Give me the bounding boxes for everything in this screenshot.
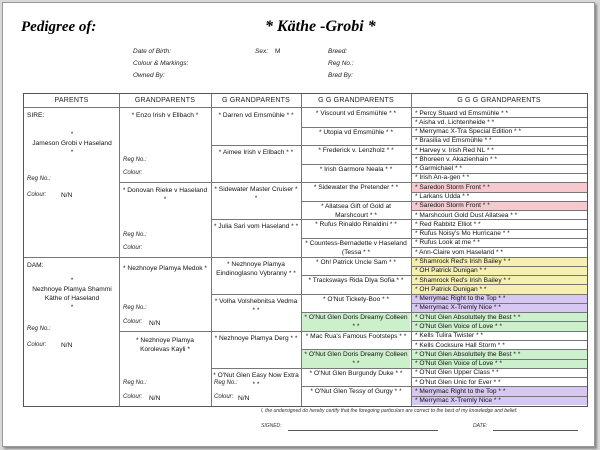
ggg-grandparent-name: * Larkans Udda * *	[415, 193, 470, 201]
col-head-gg-grandparents: G G GRANDPARENTS	[318, 97, 394, 104]
col-head-parents: PARENTS	[54, 97, 89, 104]
sire-name: * Jameson Grobi v Haseland *	[32, 131, 112, 156]
gg-grandparent-name: * O'Nut Glen Doris Dreamy Colleen * *	[304, 351, 408, 368]
ggg-grandparent-name: * O'Nut Glen Voice of Love * *	[415, 322, 503, 330]
ggg-grandparent-name: * Shamrock Red's Irish Bailey * *	[415, 276, 511, 284]
bred-by-label: Bred By:	[328, 72, 353, 79]
certification-text: I, the undersigned do hereby certify that the foregoing particulars are correct to the best of my knowledge and belief.	[261, 408, 518, 414]
gp-colour-value: N/N	[149, 320, 161, 327]
sex-value: M	[275, 48, 281, 55]
gp-colour-value: N/N	[149, 395, 161, 402]
gg-grandparent-name: * Allatsea Gift of Gold at Marshcourt * *	[320, 202, 391, 219]
gp-colour-label: Colour:	[123, 245, 143, 251]
breed-label: Breed:	[328, 48, 348, 55]
gg-grandparent-name: * O'Nut Glen Doris Dreamy Colleen * *	[304, 314, 408, 331]
gg-grandparent-name: * Countess-Bernadette v Haseland (Tessa * *	[305, 239, 407, 256]
ggg-grandparent-name: * O'Nut Glen Unic for Ever * *	[415, 378, 501, 386]
ggp-colour-value: N/N	[238, 395, 250, 402]
ggg-grandparent-name: * Rufus Look at me * *	[415, 239, 480, 247]
ggg-grandparent-name: * Kells Cocksure Hall Storm * *	[415, 341, 505, 349]
ggg-grandparent-name: * Saredon Storm Front * *	[415, 183, 490, 191]
gp-colour-label: Colour:	[123, 319, 143, 325]
ggg-grandparent-name: * Garmichael * *	[415, 165, 462, 173]
pedigree-grid	[23, 93, 588, 407]
gp-reg-no-label: Reg No.:	[123, 380, 147, 386]
ggg-grandparent-name: * Brasilia vd Emsmühle * *	[415, 137, 492, 145]
g-grandparent-name: * Darren vd Emsmühle * *	[218, 112, 294, 119]
gg-grandparent-name: * Frederick v. Lenzholz * *	[318, 147, 394, 155]
ggg-grandparent-name: * Bhoreen v. Akazienhain * *	[415, 155, 497, 163]
ggg-grandparent-name: * OH Patrick Dunigan * *	[415, 267, 487, 275]
gg-grandparent-name: * O'Nut Glen Burgundy Duke * *	[309, 369, 403, 377]
gg-grandparent-name: * Oh! Patrick Uncle Sam * *	[316, 258, 396, 266]
ggg-grandparent-name: * Merrymac X-Tremly Nice * *	[415, 304, 501, 312]
ggg-grandparent-name: * Irish An-a-gen * *	[415, 174, 470, 182]
ggg-grandparent-name: * O'Nut Glen Absoluttely the Best * *	[415, 350, 521, 358]
gg-grandparent-name: * Rufus Rinaldo Rinaldini * *	[315, 221, 397, 229]
ggg-grandparent-name: * O'Nut Glen Upper Class * *	[415, 369, 499, 377]
gg-grandparent-name: * O'Nut Glen Tessy of Gurgy * *	[310, 388, 402, 396]
sire-colour-value: N/N	[61, 192, 73, 199]
pedigree-sheet	[2, 2, 595, 447]
ggg-grandparent-name: * Harvey v. Irish Red NL * *	[415, 146, 494, 154]
signature-line[interactable]	[288, 430, 438, 431]
ggg-grandparent-name: * Saredon Storm Front * *	[415, 202, 490, 210]
col-head-ggg-grandparents: G G G GRANDPARENTS	[457, 97, 541, 104]
header-reg-no-label: Reg No.:	[328, 60, 354, 67]
dam-name: * Nezhnoye Plamya Shammi Käthe of Haseland *	[32, 277, 112, 311]
colour-markings-label: Colour & Markings:	[133, 60, 189, 67]
gp-reg-no-label: Reg No.:	[123, 305, 147, 311]
signed-label: SIGNED:	[261, 423, 282, 429]
gp-reg-no-label: Reg No.:	[123, 157, 147, 163]
date-of-birth-label: Date of Birth:	[133, 48, 171, 55]
sire-label: SIRE:	[27, 112, 45, 119]
ggg-grandparent-name: * Red Rabbitz Elliot * *	[415, 220, 481, 228]
col-head-g-grandparents: G GRANDPARENTS	[221, 97, 290, 104]
ggg-grandparent-name: * Merrymac X-Tremly Nice * *	[415, 397, 501, 405]
g-grandparent-name: * Volha Volshebnitsa Vedma * *	[214, 297, 298, 314]
ggg-grandparent-name: * Kells Tulira Twister * *	[415, 332, 484, 340]
gg-grandparent-name: * Sidewater the Pretender * *	[313, 184, 399, 192]
grandparent-dam-dam: * Nezhnoye Plamya Korolevas Kayli *	[136, 337, 194, 353]
gp-colour-label: Colour:	[123, 394, 143, 400]
sire-colour-label: Colour:	[27, 192, 47, 198]
col-head-grandparents: GRANDPARENTS	[134, 97, 196, 104]
g-grandparent-name: * Nezhnoye Plamya Eindinoglasno Vybranny * *	[216, 260, 296, 277]
ggg-grandparent-name: * Percy Stuard vd Emsmühle * *	[415, 109, 509, 117]
g-grandparent-name: * Julia Sari vom Haseland * *	[213, 223, 299, 231]
gg-grandparent-name: * Irish Garmore Neala * *	[319, 165, 393, 173]
ggg-grandparent-name: * Marshcourt Gold Dust Allatsea * *	[415, 211, 518, 219]
ggg-grandparent-name: * Ann-Claire vom Haseland * *	[415, 248, 503, 256]
grandparent-dam-sire: * Nezhnoye Plamya Medok *	[123, 265, 207, 272]
ggp-colour-label: Colour:	[214, 394, 234, 400]
grandparent-sire-sire: * Enzo Irish v Ellbach *	[131, 112, 199, 119]
dam-colour-label: Colour:	[27, 342, 47, 348]
gg-grandparent-name: * Mac Rua's Famous Footsteps * *	[305, 332, 407, 340]
grandparent-sire-dam: * Donovan Rieke v Haseland *	[122, 187, 208, 203]
dam-colour-value: N/N	[61, 342, 73, 349]
ggg-grandparent-name: * O'Nut Glen Voice of Love * *	[415, 360, 503, 368]
ggp-reg-no-label: Reg No.:	[214, 380, 238, 386]
g-grandparent-name: * O'Nut Glen Easy Now Extra * *	[213, 371, 299, 388]
gp-reg-no-label: Reg No.:	[123, 232, 147, 238]
ggg-grandparent-name: * Rufus Noisy's Mo Hurricane * *	[415, 230, 510, 238]
ggg-grandparent-name: * Merrymac Right to the Top * *	[415, 295, 506, 303]
page-title: Pedigree of:	[21, 19, 97, 35]
ggg-grandparent-name: * OH Patrick Dunigan * *	[415, 285, 487, 293]
date-label: DATE:	[473, 423, 488, 429]
sex-label: Sex:	[255, 48, 269, 55]
dam-reg-no-label: Reg No.:	[27, 326, 51, 332]
ggg-grandparent-name: * Shamrock Red's Irish Bailey * *	[415, 258, 511, 265]
g-grandparent-name: * Nezhnoye Plamya Derg * *	[214, 334, 298, 342]
ggg-grandparent-name: * Merrymac X-Tra Special Edition * *	[415, 128, 522, 136]
ggg-grandparent-name: * O'Nut Glen Absoluttely the Best * *	[415, 313, 521, 321]
gg-grandparent-name: * Utopia vd Emsmühle * *	[318, 128, 394, 136]
gp-colour-label: Colour:	[123, 170, 143, 176]
sire-reg-no-label: Reg No.:	[27, 176, 51, 182]
dam-label: DAM:	[27, 262, 44, 269]
col-divider	[119, 94, 120, 406]
dog-name: * Käthe -Grobi *	[265, 18, 376, 35]
owned-by-label: Owned By:	[133, 72, 165, 79]
gg-grandparent-name: * Tracksways Rida Dlya Sofia * *	[308, 277, 404, 285]
gg-grandparent-name: * Viscount vd Emsmühle * *	[315, 110, 397, 117]
g-grandparent-name: * Aimee Irish v Ellbach * *	[218, 149, 294, 157]
ggg-grandparent-name: * Merrymac Right to the Top * *	[415, 387, 506, 395]
date-line[interactable]	[493, 430, 578, 431]
gg-grandparent-name: * O'Nut Tickety-Boo * *	[322, 295, 390, 303]
ggg-grandparent-name: * Aisha vd. Lichtenheide * *	[415, 118, 495, 126]
col-divider	[211, 94, 212, 406]
g-grandparent-name: * Sidewater Master Cruiser * *	[214, 186, 298, 203]
